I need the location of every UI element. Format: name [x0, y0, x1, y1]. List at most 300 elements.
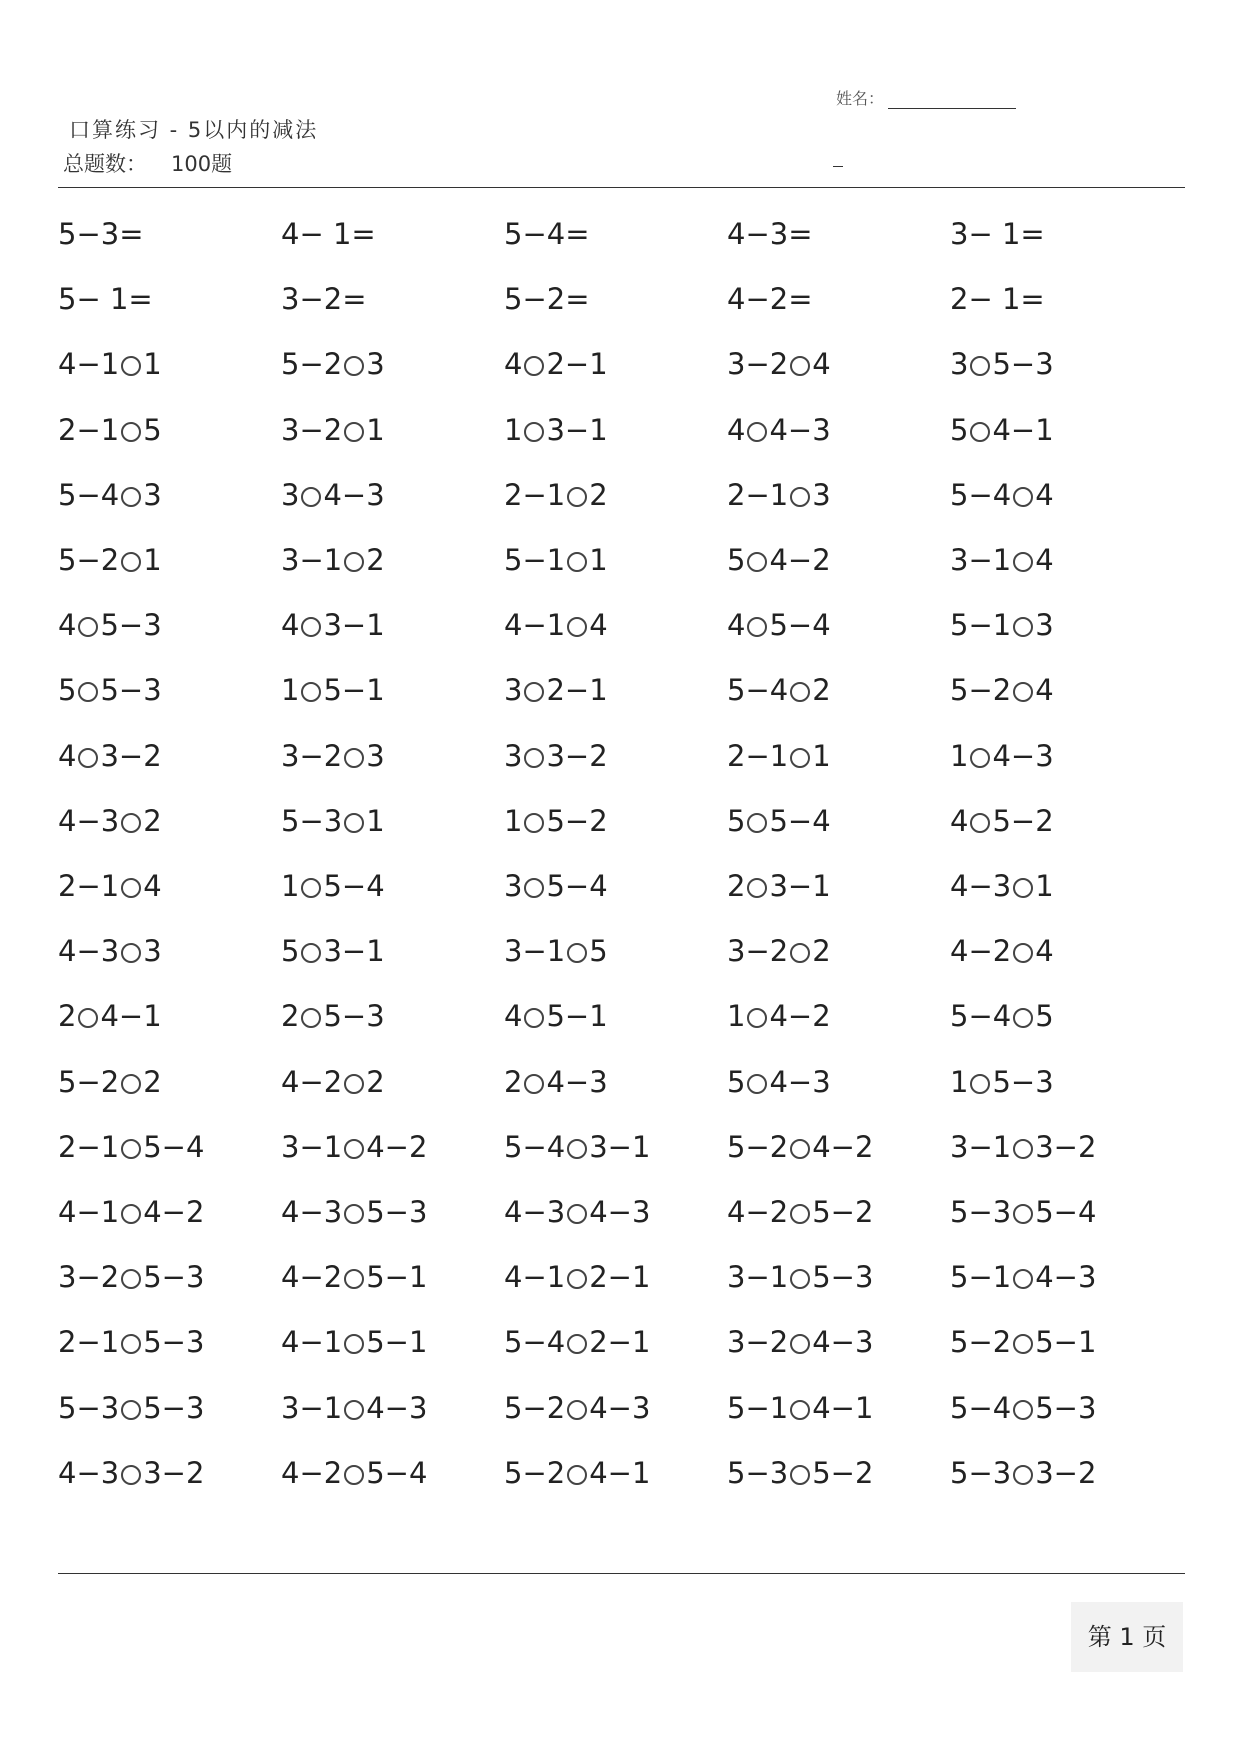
- expression-text: 5−1: [727, 1391, 789, 1425]
- expression-text: 4: [727, 413, 746, 447]
- compare-circle-icon[interactable]: [344, 1465, 364, 1485]
- expression-text: 5−3: [812, 1260, 874, 1294]
- expression-text: 5−2: [281, 347, 343, 381]
- compare-circle-icon[interactable]: [1013, 1139, 1033, 1159]
- expression-text: 5−4: [727, 673, 789, 707]
- expression-text: 2−1: [727, 478, 789, 512]
- problem-2-5: [950, 282, 1045, 316]
- expression-text: 2: [143, 804, 162, 838]
- expression-text: 5: [58, 673, 77, 707]
- problem-17-5: [950, 1260, 1097, 1294]
- compare-circle-icon[interactable]: [524, 682, 544, 702]
- problem-18-5: [950, 1325, 1097, 1359]
- problem-12-3: [504, 934, 608, 968]
- compare-circle-icon[interactable]: [121, 1465, 141, 1485]
- expression-text: 3−2: [727, 1325, 789, 1359]
- expression-text: 2−1: [58, 1325, 120, 1359]
- expression-text: 5−4: [1035, 1195, 1097, 1229]
- compare-circle-icon[interactable]: [121, 1269, 141, 1289]
- expression-text: 4−2: [143, 1195, 205, 1229]
- expression-text: 5−2: [504, 1391, 566, 1425]
- compare-circle-icon[interactable]: [121, 356, 141, 376]
- expression-text: 1: [281, 869, 300, 903]
- problem-12-1: [58, 934, 162, 968]
- compare-circle-icon[interactable]: [790, 1139, 810, 1159]
- compare-circle-icon[interactable]: [1013, 1465, 1033, 1485]
- compare-circle-icon[interactable]: [970, 422, 990, 442]
- expression-text: 5−3: [950, 1456, 1012, 1490]
- compare-circle-icon[interactable]: [567, 943, 587, 963]
- compare-circle-icon[interactable]: [747, 422, 767, 442]
- compare-circle-icon[interactable]: [524, 356, 544, 376]
- problem-9-3: [504, 739, 608, 773]
- compare-circle-icon[interactable]: [747, 1074, 767, 1094]
- compare-circle-icon[interactable]: [78, 1008, 98, 1028]
- compare-circle-icon[interactable]: [1013, 1400, 1033, 1420]
- expression-text: 1: [504, 413, 523, 447]
- expression-text: 1: [143, 347, 162, 381]
- expression-text: 2−1: [727, 739, 789, 773]
- expression-text: 5−2: [812, 1456, 874, 1490]
- compare-circle-icon[interactable]: [790, 943, 810, 963]
- problem-13-4: [727, 999, 831, 1033]
- expression-text: 5−3: [143, 1260, 205, 1294]
- expression-text: 3−2: [1035, 1456, 1097, 1490]
- expression-text: 5: [727, 543, 746, 577]
- expression-text: 4−2: [727, 1195, 789, 1229]
- expression-text: 5−3: [323, 999, 385, 1033]
- expression-text: 5−2: [504, 1456, 566, 1490]
- problem-1-3: [504, 217, 590, 251]
- problem-15-3: [504, 1130, 651, 1164]
- compare-circle-icon[interactable]: [524, 422, 544, 442]
- expression-text: 4−2: [950, 934, 1012, 968]
- problem-7-4: [727, 608, 831, 642]
- compare-circle-icon[interactable]: [344, 1139, 364, 1159]
- compare-circle-icon[interactable]: [121, 943, 141, 963]
- small-dash-mark: [833, 166, 843, 167]
- compare-circle-icon[interactable]: [344, 356, 364, 376]
- expression-text: 5−4: [769, 804, 831, 838]
- expression-text: 5−3: [100, 673, 162, 707]
- compare-circle-icon[interactable]: [524, 748, 544, 768]
- expression-text: 5−4: [504, 1325, 566, 1359]
- expression-text: 2−1: [589, 1260, 651, 1294]
- expression-text: 5−1: [323, 673, 385, 707]
- problem-9-1: [58, 739, 162, 773]
- expression-text: 5−4: [143, 1130, 205, 1164]
- compare-circle-icon[interactable]: [970, 356, 990, 376]
- expression-text: 2: [143, 1065, 162, 1099]
- compare-circle-icon[interactable]: [790, 682, 810, 702]
- expression-text: 4−3: [504, 1195, 566, 1229]
- compare-circle-icon[interactable]: [790, 1204, 810, 1224]
- compare-circle-icon[interactable]: [790, 1465, 810, 1485]
- expression-text: 3−2: [1035, 1130, 1097, 1164]
- expression-text: 4−3: [1035, 1260, 1097, 1294]
- compare-circle-icon[interactable]: [790, 356, 810, 376]
- name-label: 姓名：: [836, 89, 885, 108]
- problem-19-4: [727, 1391, 874, 1425]
- problem-10-5: [950, 804, 1054, 838]
- compare-circle-icon[interactable]: [121, 1139, 141, 1159]
- problem-18-4: [727, 1325, 874, 1359]
- expression-text: 3−1: [950, 543, 1012, 577]
- expression-text: 5−4: [366, 1456, 428, 1490]
- expression-text: 3: [143, 934, 162, 968]
- expression-text: 3−1: [323, 934, 385, 968]
- expression-text: 3−2: [727, 347, 789, 381]
- expression-text: 5−1: [546, 999, 608, 1033]
- expression-text: 1: [812, 739, 831, 773]
- compare-circle-icon[interactable]: [344, 422, 364, 442]
- compare-circle-icon[interactable]: [524, 1008, 544, 1028]
- expression-text: 4−3: [769, 1065, 831, 1099]
- expression-text: 4: [812, 347, 831, 381]
- problem-9-4: [727, 739, 831, 773]
- expression-text: 5: [589, 934, 608, 968]
- compare-circle-icon[interactable]: [301, 682, 321, 702]
- compare-circle-icon[interactable]: [747, 813, 767, 833]
- compare-circle-icon[interactable]: [970, 748, 990, 768]
- compare-circle-icon[interactable]: [121, 1334, 141, 1354]
- compare-circle-icon[interactable]: [344, 1334, 364, 1354]
- expression-text: 5−3: [143, 1325, 205, 1359]
- expression-text: 5−3: [143, 1391, 205, 1425]
- expression-text: 5−2: [546, 804, 608, 838]
- problem-10-3: [504, 804, 608, 838]
- problem-1-4: [727, 217, 813, 251]
- expression-text: 1: [1035, 869, 1054, 903]
- compare-circle-icon[interactable]: [1013, 552, 1033, 572]
- compare-circle-icon[interactable]: [344, 748, 364, 768]
- problem-7-1: [58, 608, 162, 642]
- expression-text: 2: [366, 1065, 385, 1099]
- expression-text: 2−1: [589, 1325, 651, 1359]
- expression-text: 5: [727, 1065, 746, 1099]
- problem-5-2: [281, 478, 385, 512]
- expression-text: 4: [1035, 673, 1054, 707]
- expression-text: 5−1: [950, 1260, 1012, 1294]
- expression-text: 3−1: [281, 1391, 343, 1425]
- problem-3-2: [281, 347, 385, 381]
- expression-text: 5−3: [366, 1195, 428, 1229]
- compare-circle-icon[interactable]: [747, 878, 767, 898]
- expression-text: 2: [281, 999, 300, 1033]
- compare-circle-icon[interactable]: [344, 1074, 364, 1094]
- problem-6-3: [504, 543, 608, 577]
- compare-circle-icon[interactable]: [301, 878, 321, 898]
- compare-circle-icon[interactable]: [567, 1334, 587, 1354]
- problem-14-1: [58, 1065, 162, 1099]
- expression-text: 5−4=: [504, 217, 590, 251]
- expression-text: 2: [589, 478, 608, 512]
- problem-19-1: [58, 1391, 205, 1425]
- compare-circle-icon[interactable]: [301, 617, 321, 637]
- compare-circle-icon[interactable]: [1013, 682, 1033, 702]
- expression-text: 5: [1035, 999, 1054, 1033]
- expression-text: 4: [1035, 543, 1054, 577]
- compare-circle-icon[interactable]: [1013, 1204, 1033, 1224]
- problem-8-1: [58, 673, 162, 707]
- expression-text: 3: [366, 347, 385, 381]
- compare-circle-icon[interactable]: [121, 1204, 141, 1224]
- problem-16-1: [58, 1195, 205, 1229]
- expression-text: 3: [812, 478, 831, 512]
- problem-3-4: [727, 347, 831, 381]
- expression-text: 4: [1035, 478, 1054, 512]
- problem-2-3: [504, 282, 590, 316]
- expression-text: 4−2: [281, 1456, 343, 1490]
- problem-6-4: [727, 543, 831, 577]
- problem-4-2: [281, 413, 385, 447]
- compare-circle-icon[interactable]: [567, 1139, 587, 1159]
- compare-circle-icon[interactable]: [524, 813, 544, 833]
- expression-text: 5−2: [950, 673, 1012, 707]
- expression-text: 3: [504, 673, 523, 707]
- expression-text: 5−1: [366, 1260, 428, 1294]
- expression-text: 5: [281, 934, 300, 968]
- expression-text: 5−3: [992, 347, 1054, 381]
- compare-circle-icon[interactable]: [1013, 617, 1033, 637]
- problem-13-2: [281, 999, 385, 1033]
- problem-11-5: [950, 869, 1054, 903]
- expression-text: 3−1: [281, 543, 343, 577]
- expression-text: 3−1: [727, 1260, 789, 1294]
- expression-text: 4−3: [546, 1065, 608, 1099]
- compare-circle-icon[interactable]: [747, 1008, 767, 1028]
- problem-16-2: [281, 1195, 428, 1229]
- compare-circle-icon[interactable]: [1013, 1008, 1033, 1028]
- expression-text: 3− 1=: [950, 217, 1045, 251]
- bottom-divider: [58, 1573, 1185, 1574]
- compare-circle-icon[interactable]: [301, 487, 321, 507]
- expression-text: 4−3: [589, 1391, 651, 1425]
- problem-17-1: [58, 1260, 205, 1294]
- expression-text: 5−3=: [58, 217, 144, 251]
- expression-text: 4−1: [281, 1325, 343, 1359]
- problem-2-2: [281, 282, 367, 316]
- problem-20-3: [504, 1456, 651, 1490]
- expression-text: 4−3: [58, 934, 120, 968]
- expression-text: 4: [504, 999, 523, 1033]
- problem-8-4: [727, 673, 831, 707]
- compare-circle-icon[interactable]: [790, 1400, 810, 1420]
- compare-circle-icon[interactable]: [1013, 943, 1033, 963]
- compare-circle-icon[interactable]: [78, 617, 98, 637]
- compare-circle-icon[interactable]: [567, 1269, 587, 1289]
- expression-text: 4: [504, 347, 523, 381]
- expression-text: 3−1: [504, 934, 566, 968]
- compare-circle-icon[interactable]: [1013, 1269, 1033, 1289]
- problem-4-3: [504, 413, 608, 447]
- compare-circle-icon[interactable]: [121, 878, 141, 898]
- expression-text: 4: [950, 804, 969, 838]
- expression-text: 5−2: [727, 1130, 789, 1164]
- expression-text: 2−1: [546, 673, 608, 707]
- problem-3-3: [504, 347, 608, 381]
- compare-circle-icon[interactable]: [567, 487, 587, 507]
- compare-circle-icon[interactable]: [121, 813, 141, 833]
- problem-3-5: [950, 347, 1054, 381]
- compare-circle-icon[interactable]: [524, 878, 544, 898]
- problem-5-1: [58, 478, 162, 512]
- expression-text: 4−3: [812, 1325, 874, 1359]
- expression-text: 5−4: [58, 478, 120, 512]
- compare-circle-icon[interactable]: [970, 1074, 990, 1094]
- problem-8-5: [950, 673, 1054, 707]
- expression-text: 1: [143, 543, 162, 577]
- compare-circle-icon[interactable]: [790, 1334, 810, 1354]
- compare-circle-icon[interactable]: [1013, 1334, 1033, 1354]
- expression-text: 1: [504, 804, 523, 838]
- expression-text: 5−4: [769, 608, 831, 642]
- compare-circle-icon[interactable]: [790, 748, 810, 768]
- problem-18-3: [504, 1325, 651, 1359]
- problem-6-1: [58, 543, 162, 577]
- compare-circle-icon[interactable]: [121, 1074, 141, 1094]
- problem-17-2: [281, 1260, 428, 1294]
- compare-circle-icon[interactable]: [747, 552, 767, 572]
- expression-text: 4−3: [589, 1195, 651, 1229]
- expression-text: 2: [58, 999, 77, 1033]
- expression-text: 3−2: [727, 934, 789, 968]
- total-count: 100题: [171, 152, 233, 176]
- compare-circle-icon[interactable]: [567, 1400, 587, 1420]
- compare-circle-icon[interactable]: [747, 617, 767, 637]
- problem-7-5: [950, 608, 1054, 642]
- expression-text: 2: [504, 1065, 523, 1099]
- problem-10-2: [281, 804, 385, 838]
- problem-12-4: [727, 934, 831, 968]
- expression-text: 5−4: [950, 1391, 1012, 1425]
- expression-text: 3−2: [58, 1260, 120, 1294]
- problem-5-3: [504, 478, 608, 512]
- expression-text: 1: [366, 804, 385, 838]
- problem-9-2: [281, 739, 385, 773]
- expression-text: 4− 1=: [281, 217, 376, 251]
- problem-19-5: [950, 1391, 1097, 1425]
- expression-text: 2−1: [58, 1130, 120, 1164]
- expression-text: 5−3: [58, 1391, 120, 1425]
- compare-circle-icon[interactable]: [301, 1008, 321, 1028]
- compare-circle-icon[interactable]: [344, 1269, 364, 1289]
- compare-circle-icon[interactable]: [121, 422, 141, 442]
- problem-13-3: [504, 999, 608, 1033]
- compare-circle-icon[interactable]: [78, 748, 98, 768]
- compare-circle-icon[interactable]: [567, 552, 587, 572]
- expression-text: 3−1: [589, 1130, 651, 1164]
- expression-text: 5− 1=: [58, 282, 153, 316]
- problem-17-3: [504, 1260, 651, 1294]
- expression-text: 4−2: [281, 1065, 343, 1099]
- expression-text: 1: [950, 1065, 969, 1099]
- problem-11-3: [504, 869, 608, 903]
- compare-circle-icon[interactable]: [790, 1269, 810, 1289]
- expression-text: 4−1: [992, 413, 1054, 447]
- compare-circle-icon[interactable]: [301, 943, 321, 963]
- expression-text: 5−3: [281, 804, 343, 838]
- expression-text: 5−1: [504, 543, 566, 577]
- compare-circle-icon[interactable]: [790, 487, 810, 507]
- expression-text: 2−1: [504, 478, 566, 512]
- expression-text: 1: [950, 739, 969, 773]
- compare-circle-icon[interactable]: [567, 1204, 587, 1224]
- problem-20-4: [727, 1456, 874, 1490]
- compare-circle-icon[interactable]: [970, 813, 990, 833]
- problem-4-1: [58, 413, 162, 447]
- expression-text: 2− 1=: [950, 282, 1045, 316]
- expression-text: 4−2: [769, 999, 831, 1033]
- expression-text: 5−4: [504, 1130, 566, 1164]
- expression-text: 5−2: [992, 804, 1054, 838]
- expression-text: 5−4: [950, 478, 1012, 512]
- compare-circle-icon[interactable]: [344, 1400, 364, 1420]
- problem-2-4: [727, 282, 813, 316]
- expression-text: 5−3: [1035, 1391, 1097, 1425]
- compare-circle-icon[interactable]: [1013, 487, 1033, 507]
- problem-18-1: [58, 1325, 205, 1359]
- compare-circle-icon[interactable]: [121, 1400, 141, 1420]
- problem-12-2: [281, 934, 385, 968]
- expression-text: 3: [950, 347, 969, 381]
- problem-11-2: [281, 869, 385, 903]
- expression-text: 5−3: [992, 1065, 1054, 1099]
- compare-circle-icon[interactable]: [78, 682, 98, 702]
- expression-text: 4−1: [504, 608, 566, 642]
- expression-text: 4−1: [58, 347, 120, 381]
- expression-text: 1: [281, 673, 300, 707]
- compare-circle-icon[interactable]: [344, 552, 364, 572]
- expression-text: 3: [366, 739, 385, 773]
- expression-text: 3−1: [769, 869, 831, 903]
- expression-text: 4: [1035, 934, 1054, 968]
- problem-12-5: [950, 934, 1054, 968]
- expression-text: 3−1: [281, 1130, 343, 1164]
- compare-circle-icon[interactable]: [344, 1204, 364, 1224]
- compare-circle-icon[interactable]: [1013, 878, 1033, 898]
- expression-text: 5−3: [727, 1456, 789, 1490]
- compare-circle-icon[interactable]: [344, 813, 364, 833]
- expression-text: 1: [366, 413, 385, 447]
- expression-text: 5−4: [950, 999, 1012, 1033]
- expression-text: 2: [366, 543, 385, 577]
- problem-6-2: [281, 543, 385, 577]
- expression-text: 1: [727, 999, 746, 1033]
- expression-text: 5−4: [323, 869, 385, 903]
- problem-11-4: [727, 869, 831, 903]
- expression-text: 2−1: [58, 413, 120, 447]
- expression-text: 2: [812, 673, 831, 707]
- expression-text: 4−2: [769, 543, 831, 577]
- compare-circle-icon[interactable]: [567, 1465, 587, 1485]
- problem-1-1: [58, 217, 144, 251]
- expression-text: 4: [727, 608, 746, 642]
- problem-17-4: [727, 1260, 874, 1294]
- expression-text: 3: [281, 478, 300, 512]
- total-problems: [63, 148, 232, 178]
- compare-circle-icon[interactable]: [121, 552, 141, 572]
- expression-text: 4−1: [589, 1456, 651, 1490]
- problem-10-1: [58, 804, 162, 838]
- expression-text: 4: [58, 608, 77, 642]
- compare-circle-icon[interactable]: [567, 617, 587, 637]
- problem-3-1: [58, 347, 162, 381]
- problem-15-4: [727, 1130, 874, 1164]
- compare-circle-icon[interactable]: [524, 1074, 544, 1094]
- compare-circle-icon[interactable]: [121, 487, 141, 507]
- expression-text: 4−1: [100, 999, 162, 1033]
